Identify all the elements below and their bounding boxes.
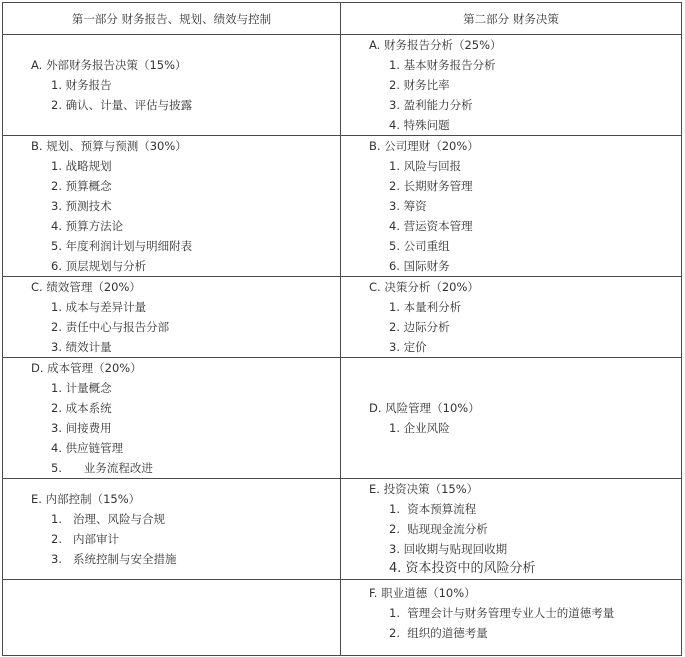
part1-empty-cell: [3, 580, 341, 656]
list-item: 2. 边际分析: [389, 320, 450, 334]
part1-section-d: [3, 358, 341, 479]
table-row: [3, 136, 682, 277]
list-item: 1. 战略规划: [51, 159, 112, 173]
list-item: 1. 资本预算流程: [389, 502, 477, 516]
list-item: 2. 确认、计量、评估与披露: [51, 98, 193, 112]
list-item: 2. 财务比率: [389, 78, 450, 92]
list-item: 3. 系统控制与安全措施: [51, 552, 177, 566]
list-item: 5. 业务流程改进: [51, 461, 153, 475]
list-item: 1. 财务报告: [51, 78, 112, 92]
list-item: 5. 年度利润计划与明细附表: [51, 239, 193, 253]
list-item: 2. 组织的道德考量: [389, 626, 488, 640]
list-item: 1. 管理会计与财务管理专业人士的道德考量: [389, 606, 615, 620]
part2-section-e: [341, 479, 682, 580]
list-item: 3. 定价: [389, 340, 427, 354]
part1-header: 第一部分 财务报告、规划、绩效与控制: [3, 3, 341, 35]
section-heading: D. 风险管理（10%）: [369, 401, 480, 415]
part2-section-c: [341, 277, 682, 358]
list-item: 3. 绩效计量: [51, 340, 112, 354]
syllabus-table: [2, 2, 682, 656]
list-item: 3. 筹资: [389, 199, 427, 213]
section-heading: B. 规划、预算与预测（30%）: [31, 139, 187, 153]
list-item: 2. 贴现现金流分析: [389, 522, 488, 536]
list-item: 2. 责任中心与报告分部: [51, 320, 170, 334]
list-item: 1. 治理、风险与合规: [51, 512, 165, 526]
section-heading: C. 决策分析（20%）: [369, 280, 479, 294]
section-heading: D. 成本管理（20%）: [31, 361, 142, 375]
section-heading: B. 公司理财（20%）: [369, 139, 479, 153]
list-item: 1. 成本与差异计量: [51, 300, 147, 314]
section-heading: A. 财务报告分析（25%）: [369, 38, 502, 52]
list-item: 5. 公司重组: [389, 239, 450, 253]
section-heading: E. 投资决策（15%）: [369, 482, 479, 496]
section-heading: [31, 608, 340, 628]
part2-section-b: [341, 136, 682, 277]
list-item: 4. 营运资本管理: [389, 219, 473, 233]
list-item: 6. 顶层规划与分析: [51, 259, 147, 273]
part1-section-a: [3, 35, 341, 136]
part2-header: 第二部分 财务决策: [341, 3, 682, 35]
list-item: 1. 本量利分析: [389, 300, 462, 314]
part1-section-e: [3, 479, 341, 580]
list-item: 4. 资本投资中的风险分析: [389, 561, 536, 576]
list-item: 4. 预算方法论: [51, 219, 124, 233]
list-item: 4. 特殊问题: [389, 118, 450, 132]
section-heading: C. 绩效管理（20%）: [31, 280, 141, 294]
list-item: 2. 成本系统: [51, 401, 112, 415]
list-item: 1. 企业风险: [389, 421, 450, 435]
table-row: [3, 580, 682, 656]
part2-section-a: [341, 35, 682, 136]
table-row: [3, 358, 682, 479]
list-item: 3. 盈利能力分析: [389, 98, 473, 112]
part1-section-b: [3, 136, 341, 277]
header-row: [3, 3, 682, 35]
list-item: 2. 内部审计: [51, 532, 119, 546]
table-row: [3, 479, 682, 580]
table-row: [3, 35, 682, 136]
part2-section-d: [341, 358, 682, 479]
section-heading: F. 职业道德（10%）: [369, 586, 476, 600]
table-row: [3, 277, 682, 358]
list-item: 3. 间接费用: [51, 421, 112, 435]
list-item: 6. 国际财务: [389, 259, 450, 273]
list-item: 1. 基本财务报告分析: [389, 58, 496, 72]
list-item: 1. 计量概念: [51, 381, 112, 395]
list-item: 4. 供应链管理: [51, 441, 124, 455]
list-item: 3. 预测技术: [51, 199, 112, 213]
list-item: 2. 预算概念: [51, 179, 112, 193]
list-item: 1. 风险与回报: [389, 159, 462, 173]
list-item: 2. 长期财务管理: [389, 179, 473, 193]
section-heading: A. 外部财务报告决策（15%）: [31, 58, 187, 72]
section-heading: E. 内部控制（15%）: [31, 492, 141, 506]
part1-section-c: [3, 277, 341, 358]
part2-section-f: [341, 580, 682, 656]
list-item: 3. 回收期与贴现回收期: [389, 542, 508, 556]
